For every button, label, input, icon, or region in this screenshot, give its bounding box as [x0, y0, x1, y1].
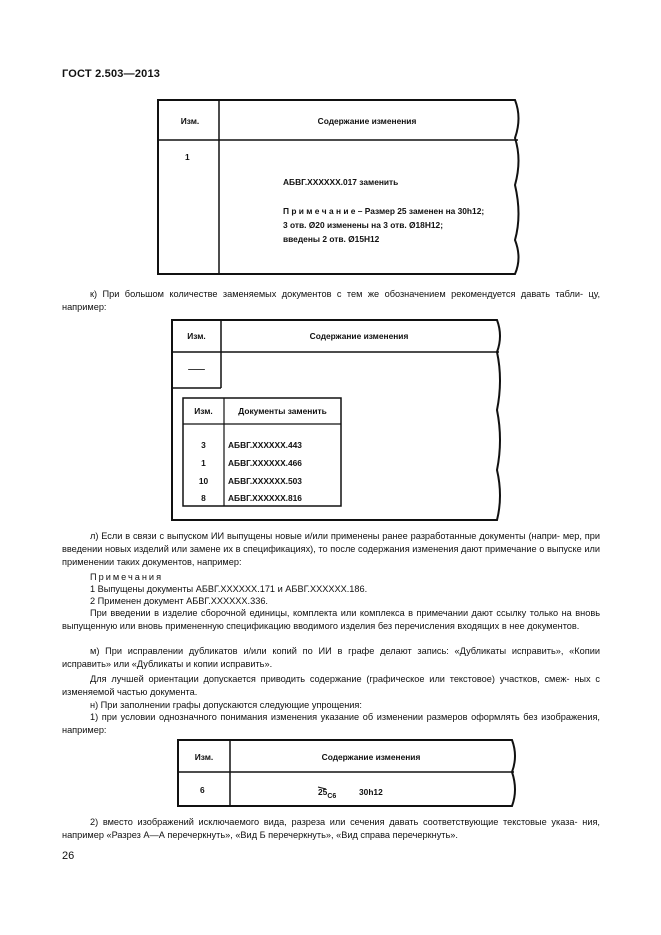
- table3-row-number: 6: [200, 785, 205, 795]
- inner-row-izm: 10: [198, 476, 209, 486]
- paragraph-m: м) При исправлении дубликатов и/или копий по ИИ в графе делают запись: «Дубликаты исправить», «Копии исправить» или «Дубликаты и копии исправить».: [62, 646, 600, 669]
- table1-col-izm: Изм.: [180, 116, 200, 126]
- document-header: ГОСТ 2.503—2013: [62, 68, 161, 80]
- table1-line4: введены 2 отв. Ø15H12: [283, 234, 380, 244]
- table1-frame: [158, 100, 519, 274]
- table1-line3: 3 отв. Ø20 изменены на 3 отв. Ø18H12;: [283, 220, 443, 230]
- inner-row-doc: АБВГ.XXXXXX.503: [228, 476, 302, 486]
- inner-col-docs: Документы заменить: [238, 406, 327, 416]
- table2-dash: ——: [188, 364, 205, 374]
- table1-note-label: П р и м е ч а н и е: [283, 206, 356, 216]
- inner-row-doc: АБВГ.XXXXXX.443: [228, 440, 302, 450]
- paragraph-orientation: Для лучшей ориентации допускается приводить содержание (графическое или текстовое) участков, смеж- ных с изменяемой частью документа.: [62, 674, 600, 697]
- table2-col-izm: Изм.: [187, 331, 206, 341]
- note-3: При введении в изделие сборочной единицы, комплекта или комплекса в примечании дают ссылку только на вновь выпущенную или вновь примененную спецификацию вводимого изделия без перечисления входящих в нее документов.: [62, 608, 600, 631]
- inner-row-doc: АБВГ.XXXXXX.816: [228, 493, 302, 503]
- inner-row-izm: 1: [201, 458, 206, 468]
- table3-col-content: Содержание изменения: [321, 752, 421, 762]
- table3-old-size: [318, 787, 337, 800]
- notes-title: Примечания: [90, 572, 164, 582]
- note-1: 1 Выпущены документы АБВГ.XXXXXX.171 и АБВГ.XXXXXX.186.: [90, 584, 368, 594]
- table1-note-line: [283, 206, 484, 216]
- paragraph-n1: 1) при условии однозначного понимания изменения указание об изменении размеров оформлять без изображения, например:: [62, 712, 600, 735]
- table3-col-izm: Изм.: [194, 752, 214, 762]
- inner-row-doc: АБВГ.XXXXXX.466: [228, 458, 302, 468]
- table1-note-rest: – Размер 25 заменен на 30h12;: [355, 206, 485, 216]
- inner-row-izm: 8: [201, 493, 206, 503]
- table3-new-size: 30h12: [359, 787, 383, 797]
- table1-line1: АБВГ.XXXXXX.017 заменить: [283, 177, 399, 187]
- inner-col-izm: Изм.: [194, 406, 213, 416]
- table3-frame: [178, 740, 515, 806]
- table2-col-content: Содержание изменения: [309, 331, 409, 341]
- paragraph-l: л) Если в связи с выпуском ИИ выпущены новые и/или применены ранее разработанные документы (напри- мер, при введении новых изделий или замене их в спецификациях), то после содержания изменения дают примечание о выпуске или применении таких документов, например:: [62, 531, 600, 567]
- old-size-value: 25: [318, 787, 328, 797]
- size-subscript: C6: [327, 793, 337, 800]
- note-2: 2 Применен документ АБВГ.XXXXXX.336.: [90, 596, 268, 606]
- paragraph-n2: 2) вместо изображений исключаемого вида, разреза или сечения давать соответствующие текстовые указа- ния, например «Разрез А—А перечеркнуть», «Вид Б перечеркнуть», «Вид справа перечеркнуть».: [62, 817, 600, 840]
- page-number: 26: [62, 850, 75, 862]
- table1-row-number: 1: [185, 152, 190, 162]
- inner-row-izm: 3: [201, 440, 206, 450]
- paragraph-k: к) При большом количестве заменяемых документов с тем же обозначением рекомендуется давать табли- цу, например:: [62, 289, 600, 312]
- paragraph-n: н) При заполнении графы допускаются следующие упрощения:: [90, 700, 362, 710]
- table1-col-content: Содержание изменения: [317, 116, 417, 126]
